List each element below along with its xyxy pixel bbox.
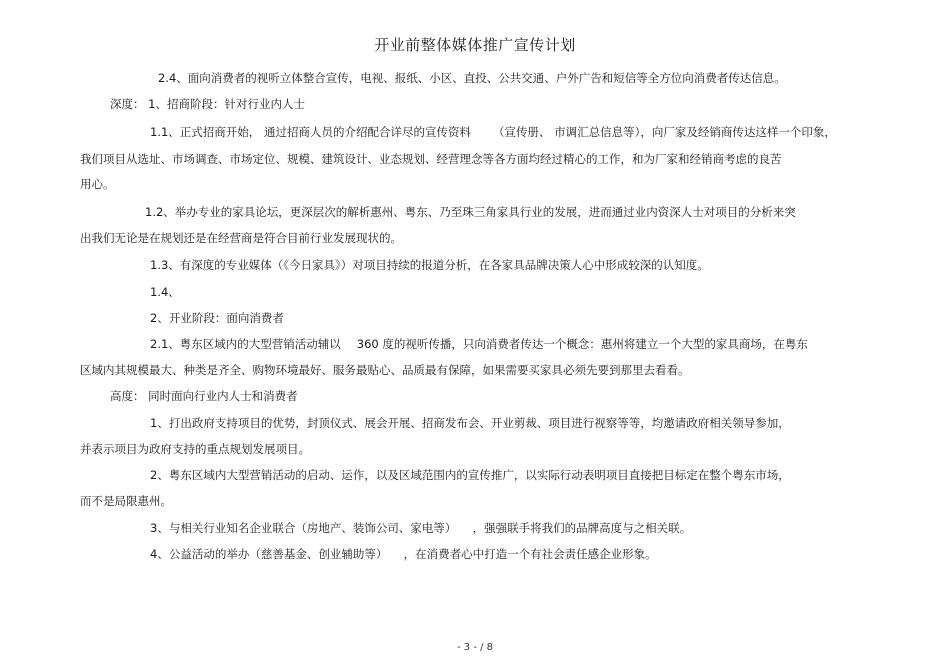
stage-2-heading: 2、开业阶段：面向消费者 (150, 311, 284, 325)
paragraph-2-4: 2.4、面向消费者的视听立体整合宣传，电视、报纸、小区、直投、公共交通、户外广告和短信等全方位向消费者传达信息。 (158, 71, 786, 85)
paragraph-2-1-line1 (150, 336, 808, 352)
paragraph-1-1-line2: 我们项目从选址、市场调查、市场定位、规模、建筑设计、业态规划、经营理念等各方面均经过精心的工作，和为厂家和经销商考虑的良苦 (80, 152, 782, 166)
paragraph-1-3: 1.3、有深度的专业媒体（《今日家具》）对项目持续的报道分析，在各家具品牌决策人心中形成较深的认知度。 (150, 258, 709, 272)
height-item-4-part-b: ，在消费者心中打造一个有社会责任感企业形象。 (403, 547, 657, 561)
height-item-3-part-b: ，强强联手将我们的品牌高度与之相关联。 (472, 521, 692, 535)
height-item-3-part-a: 3、与相关行业知名企业联合（房地产、装饰公司、家电等） (150, 521, 451, 535)
paragraph-1-1-part-a: 1.1、正式招商开始， 通过招商人员的介绍配合详尽的宣传资料 (150, 125, 471, 139)
height-item-4 (150, 546, 657, 562)
paragraph-1-1-part-b: （宣传册、 市调汇总信息等），向厂家及经销商传达这样一个印象， (492, 125, 836, 139)
height-heading: 高度： 同时面向行业内人士和消费者 (110, 389, 298, 403)
paragraph-2-1-part-b: 360 度的视听传播，只向消费者传达一个概念：惠州将建立一个大型的家具商场，在粤东 (356, 337, 808, 351)
height-item-4-part-a: 4、公益活动的举办（慈善基金、创业辅助等） (150, 547, 382, 561)
height-item-1-line2: 并表示项目为政府支持的重点规划发展项目。 (80, 442, 310, 456)
paragraph-2-1-line2: 区域内其规模最大、种类是齐全、购物环境最好、服务最贴心、品质最有保障，如果需要买家具必须先要到那里去看看。 (80, 363, 690, 377)
paragraph-1-2-line1: 1.2、举办专业的家具论坛，更深层次的解析惠州、粤东、乃至珠三角家具行业的发展，进而通过业内资深人士对项目的分析来突 (145, 205, 796, 219)
paragraph-1-1-line3: 用心。 (80, 177, 115, 191)
page-number: - 3 - / 8 (456, 642, 494, 653)
depth-heading: 深度： 1、招商阶段：针对行业内人士 (110, 97, 305, 111)
paragraph-2-1-part-a: 2.1、粤东区域内的大型营销活动辅以 (150, 337, 341, 351)
document-title: 开业前整体媒体推广宣传计划 (374, 36, 576, 54)
paragraph-1-1-line1 (150, 124, 836, 140)
paragraph-1-2-line2: 出我们无论是在规划还是在经营商是符合目前行业发展现状的。 (80, 231, 402, 245)
height-item-2-line2: 而不是局限惠州。 (80, 494, 172, 508)
paragraph-1-4: 1.4、 (150, 285, 180, 299)
height-item-1-line1: 1、打出政府支持项目的优势，封顶仪式、展会开展、招商发布会、开业剪裁、项目进行视察等等，均邀请政府相关领导参加， (150, 416, 790, 430)
height-item-3 (150, 520, 691, 536)
height-item-2-line1: 2、粤东区域内大型营销活动的启动、运作，以及区域范围内的宣传推广，以实际行动表明项目直接把目标定在整个粤东市场， (150, 468, 790, 482)
